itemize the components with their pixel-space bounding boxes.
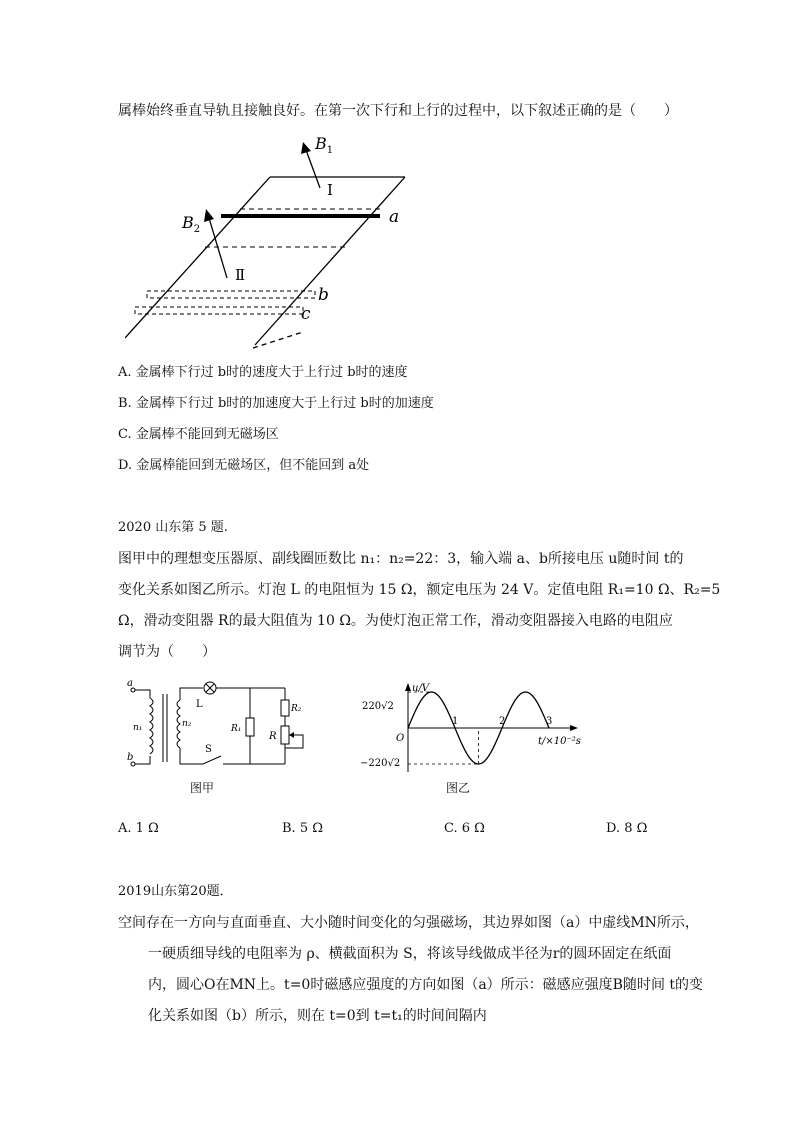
b1-label: $B_1$ — [315, 134, 334, 156]
x-axis-label: t/×10⁻²s — [538, 736, 581, 747]
circuit-figure-jia — [125, 676, 335, 776]
label-n2: n₂ — [182, 719, 192, 729]
label-s: S — [205, 744, 212, 755]
label-jia-b: b — [127, 752, 134, 763]
label-c: c — [301, 304, 311, 324]
rail-right — [255, 177, 405, 345]
caption-jia: 图甲 — [190, 781, 215, 795]
q2-line-3: Ω，滑动变阻器 R的最大阻值为 10 Ω。为使灯泡正常工作，滑动变阻器接入电路的电阻应 — [118, 613, 673, 629]
y-tick-min: −220√2 — [360, 758, 401, 769]
region-1-label: Ⅰ — [327, 181, 333, 199]
rail-right-extension — [253, 332, 303, 348]
resistor-r1 — [246, 718, 254, 736]
secondary-coil — [177, 700, 180, 748]
origin-label: O — [396, 733, 405, 744]
secondary-lead-bottom — [180, 748, 203, 764]
label-r1: R₁ — [231, 724, 242, 734]
y-tick-max: 220√2 — [362, 701, 394, 712]
primary-lead-bottom — [135, 756, 150, 764]
q2-line-4: 调节为（ ） — [118, 644, 216, 660]
q3-line-1: 空间存在一方向与直面垂直、大小随时间变化的匀强磁场，其边界如图（a）中虚线MN所示， — [118, 915, 699, 931]
q3-line-2: 一硬质细导线的电阻率为 ρ、横截面积为 S，将该导线做成半径为r的圆环固定在纸面 — [148, 946, 672, 962]
q2-option-a: A. 1 Ω — [118, 821, 159, 836]
y-axis-arrowhead — [405, 683, 411, 691]
b2-label: $B_2$ — [182, 213, 201, 235]
q2-line-2: 变化关系如图乙所示。灯泡 L 的电阻恒为 15 Ω，额定电压为 24 V。定值电阻 R₁=10 Ω、R₂=5 — [118, 582, 721, 598]
label-l: L — [196, 699, 203, 710]
x-tick-2: 2 — [499, 716, 506, 727]
waveform-chart-yi — [360, 680, 590, 776]
q3-line-4: 化关系如图（b）所示，则在 t=0到 t=t₁的时间间隔内 — [148, 1008, 487, 1024]
label-a: a — [389, 207, 400, 227]
caption-yi: 图乙 — [446, 781, 471, 795]
q3-line-3: 内，圆心O在MN上。t=0时磁感应强度的方向如图（a）所示：磁感应强度B随时间 t的变 — [148, 977, 704, 993]
label-r: R — [269, 731, 277, 742]
position-c — [135, 307, 303, 314]
x-tick-3: 3 — [546, 716, 553, 727]
q2-option-d: D. 8 Ω — [606, 821, 648, 836]
q3-source: 2019山东第20题． — [118, 884, 233, 899]
q2-option-c: C. 6 Ω — [444, 821, 485, 836]
primary-coil — [150, 698, 153, 754]
label-jia-a: a — [127, 678, 133, 689]
x-tick-1: 1 — [452, 716, 459, 727]
position-b — [147, 291, 315, 298]
b1-arrowhead — [301, 142, 311, 154]
y-axis-label: u/V — [412, 683, 430, 694]
b1-arrow — [306, 150, 320, 188]
switch-s — [203, 756, 221, 764]
q2-line-1: 图甲中的理想变压器原、副线圈匝数比 n₁：n₂=22：3，输入端 a、b所接电压 u随时间 t的 — [118, 551, 684, 567]
q1-rail-figure — [125, 130, 425, 355]
label-n1: n₁ — [133, 723, 143, 733]
q1-option-d: D. 金属棒能回到无磁场区，但不能回到 a处 — [118, 458, 370, 473]
q1-option-c: C. 金属棒不能回到无磁场区 — [118, 427, 279, 442]
q2-source: 2020 山东第 5 题. — [118, 520, 228, 535]
q1-option-a: A. 金属棒下行过 b时的速度大于上行过 b时的速度 — [118, 365, 408, 380]
b2-arrowhead — [204, 209, 214, 222]
q2-option-b: B. 5 Ω — [282, 821, 323, 836]
label-r2: R₂ — [291, 704, 302, 714]
rheostat-r — [281, 726, 289, 744]
q1-stem-tail: 属棒始终垂直导轨且接触良好。在第一次下行和上行的过程中，以下叙述正确的是（ ） — [118, 103, 678, 119]
x-axis-arrowhead — [570, 725, 578, 731]
q1-option-b: B. 金属棒下行过 b时的加速度大于上行过 b时的加速度 — [118, 396, 434, 411]
region-2-label: Ⅱ — [235, 266, 246, 284]
label-b: b — [318, 285, 329, 305]
primary-lead-top — [135, 690, 150, 698]
resistor-r2 — [281, 700, 289, 716]
